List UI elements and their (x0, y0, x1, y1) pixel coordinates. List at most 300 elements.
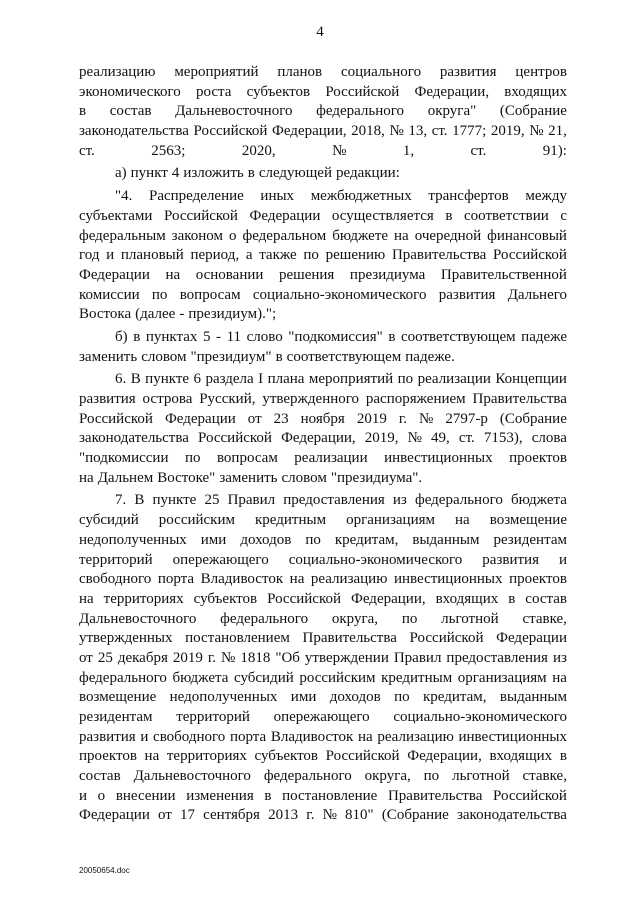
word: Правительства (391, 247, 487, 264)
word: состав (79, 768, 121, 785)
word: роста (195, 83, 232, 100)
word: Федерации, (272, 123, 347, 140)
word: заменить (219, 469, 278, 486)
word: по (394, 689, 410, 706)
word: планов (277, 64, 323, 80)
word: плана (267, 371, 305, 388)
text-line (79, 102, 567, 122)
word: по (305, 531, 321, 548)
word: на (394, 227, 409, 244)
word: Федерации (79, 807, 150, 824)
word: президиума (349, 266, 426, 283)
word: (Собрание (499, 410, 567, 427)
word: № (407, 430, 422, 447)
text-line (79, 708, 567, 728)
word: на (357, 728, 373, 745)
word: соответствии (464, 207, 549, 224)
text-line (79, 63, 567, 83)
word: решения (279, 266, 335, 283)
word: № (322, 807, 337, 824)
word: 6 (193, 371, 201, 388)
paragraph (79, 63, 567, 161)
word: I (258, 371, 264, 388)
word: российским (158, 512, 235, 529)
word: слова (531, 430, 567, 447)
page-number: 4 (316, 24, 324, 40)
word: пунктах (145, 328, 198, 345)
word: федеральном (242, 227, 327, 244)
word: входящих (435, 590, 499, 607)
word: падеже. (405, 348, 455, 365)
word: российским (299, 669, 376, 686)
word: 13, (408, 123, 428, 140)
word: субсидий (79, 512, 139, 529)
word: сентября (203, 807, 260, 824)
word: субъектов (246, 83, 311, 100)
word: вопросам (179, 286, 241, 303)
word: ст. (470, 142, 487, 159)
word: Правительства (387, 787, 483, 804)
word: 2563; (151, 142, 186, 159)
word: на (165, 266, 181, 283)
word: Федерации (249, 207, 321, 224)
word: 17 (179, 807, 195, 824)
word: словом (141, 348, 187, 365)
word: иных (260, 188, 295, 205)
word: 6. (115, 371, 127, 388)
paragraph (79, 164, 567, 184)
word: резидентам (79, 709, 153, 725)
word: свободного (153, 728, 226, 745)
word: субъектов (193, 590, 258, 607)
word: внесении (115, 787, 176, 804)
word: Российской (325, 83, 400, 100)
word: ст. (431, 123, 448, 140)
word: реализации (417, 371, 491, 388)
text-line (79, 187, 567, 207)
word: федерального (79, 669, 167, 686)
word: доходов (240, 531, 292, 548)
word: социально-экономического (393, 709, 567, 725)
word: 1, (402, 142, 415, 159)
word: Дальневосточного (175, 103, 293, 120)
word: свободного (79, 571, 152, 588)
word: 11 (226, 328, 242, 345)
word: территорий (79, 551, 153, 568)
word: 1777; (452, 123, 487, 140)
word: в (79, 103, 87, 120)
word: на (455, 512, 470, 529)
word: выданным (412, 531, 480, 548)
word: слово (246, 328, 283, 345)
text-line (79, 787, 567, 807)
word: пункт (130, 165, 168, 182)
word: (Собрание (499, 103, 567, 120)
word: инвестиционных (393, 571, 503, 588)
word: Российской (409, 630, 484, 647)
word: между (525, 188, 567, 205)
word: порта (229, 728, 267, 745)
word: кредитам, (334, 531, 399, 548)
word: постановление (282, 787, 378, 804)
word: утвержденного (262, 391, 360, 407)
document-body (79, 63, 567, 826)
word: из (392, 492, 407, 509)
text-line (79, 570, 567, 590)
word: опережающего (273, 709, 370, 725)
word: "4. (115, 188, 133, 205)
word: льготной (441, 610, 499, 627)
word: инвестиционных (458, 728, 567, 745)
word: редакции: (336, 165, 400, 182)
word: осуществляется (331, 207, 434, 224)
word: решению (325, 247, 386, 264)
word: на (289, 571, 305, 588)
word: Правил (393, 649, 442, 666)
word: 4 (171, 165, 180, 182)
word: № (332, 142, 347, 159)
text-line (79, 590, 567, 610)
word: бюджета (172, 669, 229, 686)
word: 21, (548, 123, 567, 140)
word: недополученных (169, 689, 278, 706)
word: в (559, 748, 567, 765)
word: постановлением (185, 630, 290, 647)
word: № (529, 123, 544, 140)
word: мероприятий (308, 371, 394, 388)
word: вопросам (216, 450, 278, 467)
word: В (130, 371, 141, 388)
word: а (245, 247, 253, 264)
word: организациям (457, 669, 547, 686)
word: недополученных (79, 531, 187, 548)
word: территорий (176, 709, 250, 725)
word: Распределение (149, 188, 244, 205)
word: словом (281, 469, 327, 486)
word: В (134, 492, 145, 509)
word: Российской (493, 787, 567, 804)
paragraph (79, 491, 567, 826)
word: по (397, 371, 414, 388)
word: организациям (346, 512, 435, 529)
word: Федерации (79, 266, 150, 283)
word: о (97, 787, 106, 804)
word: ими (200, 531, 227, 548)
word: и (79, 787, 88, 804)
text-line (79, 767, 567, 787)
text-line (79, 207, 567, 227)
word: социально-экономического (288, 551, 463, 568)
word: утверждении (304, 649, 389, 666)
word: развития (79, 391, 136, 407)
word: и (106, 247, 115, 264)
word: от (247, 410, 262, 427)
word: 2020, (241, 142, 276, 159)
text-line (79, 429, 567, 449)
word: плановый (120, 247, 184, 264)
word: (далее (135, 306, 176, 323)
word: 2019 (356, 410, 387, 427)
word: с (560, 207, 567, 224)
word: законодательства (79, 430, 189, 447)
word: "президиума". (330, 469, 423, 486)
word: изложить (183, 165, 244, 182)
word: Федерации, (281, 430, 356, 447)
word: в (264, 787, 272, 804)
word: 49, (431, 430, 450, 447)
text-line (79, 164, 567, 184)
word: 25 (97, 649, 113, 666)
word: 2019, (490, 123, 525, 140)
word: 23 (273, 410, 289, 427)
word: Правительства (472, 391, 567, 407)
word: льготной (452, 768, 510, 785)
word: порта (157, 571, 195, 588)
word: раздела (205, 371, 254, 388)
word: мероприятий (174, 64, 259, 80)
word: в (133, 328, 141, 345)
text-line (79, 410, 567, 430)
text-line (79, 83, 567, 103)
word: 2013 (268, 807, 299, 824)
word: федерального (263, 768, 352, 785)
word: округа" (427, 103, 477, 120)
text-line (79, 469, 567, 489)
word: состав (525, 590, 567, 607)
word: Правительственной (440, 266, 567, 283)
word: г. (398, 410, 408, 427)
text-line (79, 370, 567, 390)
word: пункте (152, 492, 197, 509)
word: состав (109, 103, 152, 120)
paragraph (79, 187, 567, 325)
word: Федерации, (351, 590, 426, 607)
paragraph (79, 370, 567, 488)
word: 2018, (351, 123, 385, 140)
word: Российской (193, 123, 268, 140)
word: распоряжением (365, 391, 466, 407)
text-line (79, 449, 567, 469)
word: на (79, 469, 94, 486)
word: Владивосток (270, 728, 354, 745)
word: по (303, 247, 319, 264)
text-line (79, 747, 567, 767)
word: субсидий (233, 669, 294, 686)
word: изменения (186, 787, 254, 804)
word: в (445, 207, 453, 224)
word: также (259, 247, 297, 264)
word: развития (482, 551, 539, 568)
word: законом (171, 227, 224, 244)
word: в (275, 348, 283, 365)
word: основании (195, 266, 264, 283)
word: 5 (202, 328, 211, 345)
word: "Об (275, 649, 300, 666)
word: трансфертов (428, 188, 509, 205)
word: в (508, 590, 516, 607)
word: Федерации, (407, 748, 482, 765)
word: реализацию (377, 728, 454, 745)
word: острова (142, 391, 193, 407)
word: бюджета (510, 492, 567, 509)
text-line (79, 649, 567, 669)
text-line (79, 531, 567, 551)
word: на (552, 669, 567, 686)
word: ставке, (522, 768, 567, 785)
word: падеже (521, 328, 567, 345)
word: (Собрание (381, 807, 449, 824)
word: Российской (79, 410, 153, 427)
word: центров (515, 64, 567, 80)
word: предоставления (446, 649, 548, 666)
word: 7. (115, 492, 127, 509)
word: резидентам (493, 531, 567, 548)
word: ноября (300, 410, 345, 427)
word: Федерации (164, 410, 236, 427)
text-line (79, 806, 567, 826)
word: а) (115, 165, 127, 182)
word: в (247, 165, 255, 182)
word: период, (190, 247, 240, 264)
word: межбюджетных (310, 188, 412, 205)
text-line (79, 610, 567, 630)
word: территориях (103, 590, 184, 607)
word: бюджете (332, 227, 389, 244)
word: федерального (414, 492, 503, 509)
word: г. (306, 807, 315, 824)
paragraph (79, 328, 567, 367)
text-line (79, 305, 567, 325)
word: территориях (166, 748, 247, 765)
text-line (79, 390, 567, 410)
word: входящих (489, 748, 553, 765)
word: возмещение (79, 689, 157, 706)
word: инвестиционных (384, 450, 493, 467)
word: заменить (79, 348, 138, 365)
text-line (79, 688, 567, 708)
word: кредитным (255, 512, 327, 529)
word: проектов (79, 748, 137, 765)
word: кредитным (381, 669, 453, 686)
word: президиум)."; (188, 306, 277, 323)
word: социального (340, 64, 422, 80)
word: от (79, 649, 93, 666)
word: Российской (493, 247, 567, 264)
word: по (423, 768, 440, 785)
word: 2019, (364, 430, 399, 447)
word: Востоке" (157, 469, 216, 486)
word: - (179, 306, 185, 323)
text-line (79, 286, 567, 306)
word: соответствующем (401, 328, 516, 345)
word: 7153), (483, 430, 523, 447)
word: предоставления (283, 492, 385, 509)
word: Правительства (302, 630, 397, 647)
word: законодательства (79, 123, 189, 140)
word: проектов (509, 571, 567, 588)
word: федерального (220, 610, 309, 627)
word: Владивосток (200, 571, 284, 588)
word: кредитам, (422, 689, 487, 706)
text-line (79, 669, 567, 689)
text-line (79, 227, 567, 247)
word: ст. (79, 142, 95, 159)
word: и (140, 728, 149, 745)
word: следующей (258, 165, 332, 182)
word: социально-экономического (252, 286, 427, 303)
word: реализации (294, 450, 368, 467)
word: соответствующем (286, 348, 402, 365)
word: Российской (267, 590, 342, 607)
word: о (229, 227, 237, 244)
word: Дальнего (507, 286, 567, 303)
word: по (184, 450, 201, 467)
word: комиссии (79, 286, 140, 303)
word: опережающего (172, 551, 269, 568)
word: реализацию (79, 64, 156, 80)
word: утвержденных (79, 630, 173, 647)
word: законодательства (456, 807, 567, 824)
word: федерального (316, 103, 405, 120)
word: Дальнем (97, 469, 154, 486)
word: по (401, 610, 418, 627)
word: субъектов (254, 748, 319, 765)
text-line (79, 629, 567, 649)
word: № (389, 123, 404, 140)
text-line (79, 142, 567, 162)
word: очередной (414, 227, 482, 244)
text-line (79, 511, 567, 531)
word: в (388, 328, 396, 345)
text-line (79, 122, 567, 142)
word: ими (290, 689, 317, 706)
text-line (79, 491, 567, 511)
word: ставке, (522, 610, 567, 627)
word: ст. (458, 430, 475, 447)
word: 1818 (240, 649, 271, 666)
word: развития (439, 64, 497, 80)
word: 25 (204, 492, 220, 509)
word: 91): (542, 142, 567, 159)
word: б) (115, 328, 128, 345)
word: входящих (504, 83, 567, 100)
word: Федерации, (414, 83, 490, 100)
word: Концепции (495, 371, 567, 388)
word: Востока (79, 306, 132, 323)
word: субъектами (79, 207, 153, 224)
word: № (419, 410, 434, 427)
word: декабря (117, 649, 168, 666)
word: 2797-р (445, 410, 488, 427)
word: Российской (325, 748, 400, 765)
text-line (79, 728, 567, 748)
word: доходов (329, 689, 381, 706)
word: "президиум" (190, 348, 272, 365)
word: развития (79, 728, 136, 745)
word: развития (438, 286, 496, 303)
word: - (216, 328, 222, 345)
word: проектов (509, 450, 567, 467)
text-line (79, 328, 567, 348)
text-line (79, 266, 567, 286)
word: финансовый (487, 227, 567, 244)
word: пункте (145, 371, 190, 388)
word: и (558, 551, 567, 568)
word: реализацию (310, 571, 388, 588)
word: 810" (345, 807, 374, 824)
word: округа, (364, 768, 411, 785)
word: на (79, 590, 94, 607)
